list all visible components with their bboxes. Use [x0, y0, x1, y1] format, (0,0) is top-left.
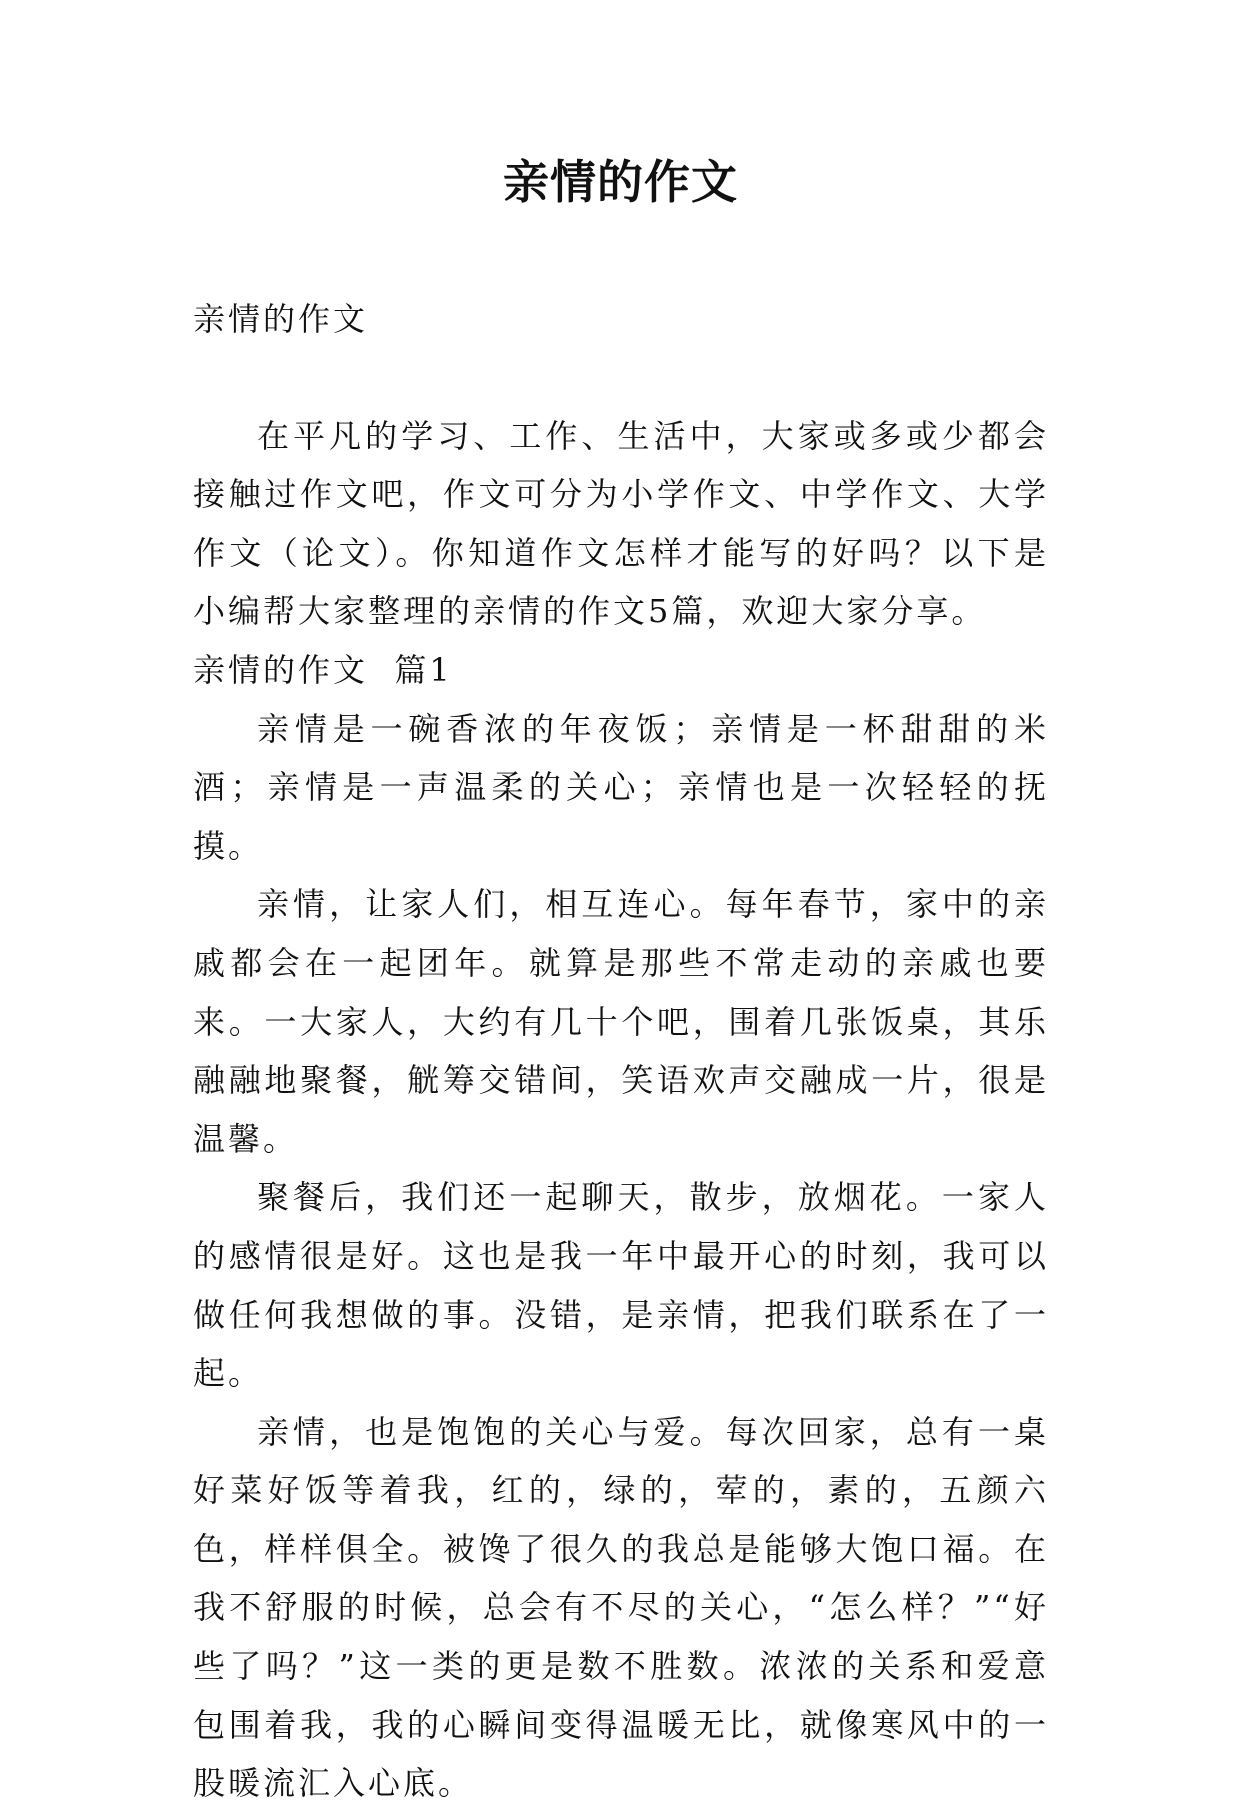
- body-paragraph: 亲情，让家人们，相互连心。每年春节，家中的亲戚都会在一起团年。就算是那些不常走动的亲戚也要来。一大家人，大约有几十个吧，围着几张饭桌，其乐融融地聚餐，觥筹交错间，笑语欢声交融成一片，很是温馨。: [193, 885, 1049, 1158]
- intro-paragraph: 在平凡的学习、工作、生活中，大家或多或少都会接触过作文吧，作文可分为小学作文、中学作文、大学作文（论文）。你知道作文怎样才能写的好吗？以下是小编帮大家整理的亲情的作文5篇，欢迎大家分享。: [193, 416, 1049, 631]
- document-title: 亲情的作文: [503, 155, 738, 209]
- body-paragraph: 聚餐后，我们还一起聊天，散步，放烟花。一家人的感情很是好。这也是我一年中最开心的时刻，我可以做任何我想做的事。没错，是亲情，把我们联系在了一起。: [193, 1178, 1049, 1393]
- document-subtitle: 亲情的作文: [193, 300, 369, 338]
- section-heading: 亲情的作文 篇1: [193, 650, 453, 689]
- document-body: [193, 290, 1049, 1813]
- body-paragraph: 亲情，也是饱饱的关心与爱。每次回家，总有一桌好菜好饭等着我，红的，绿的，荤的，素的，五颜六色，样样俱全。被馋了很久的我总是能够大饱口福。在我不舒服的时候，总会有不尽的关心，“怎么样？”“好些了吗？”这一类的更是数不胜数。浓浓的关系和爱意包围着我，我的心瞬间变得温暖无比，就像寒风中的一股暖流汇入心底。: [193, 1412, 1049, 1803]
- body-paragraph: 亲情是一碗香浓的年夜饭；亲情是一杯甜甜的米酒；亲情是一声温柔的关心；亲情也是一次轻轻的抚摸。: [193, 709, 1049, 865]
